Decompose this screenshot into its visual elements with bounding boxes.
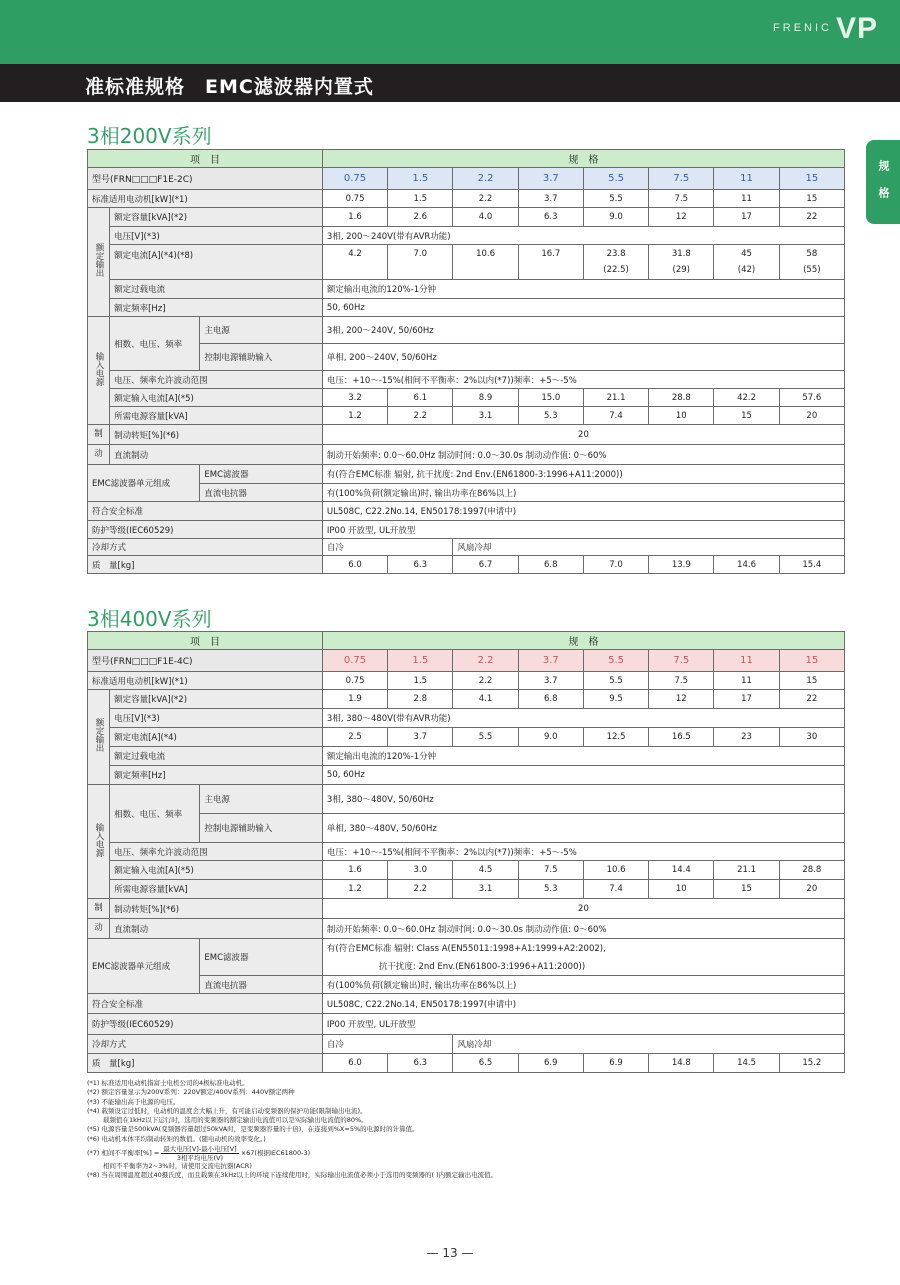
cell: 15 <box>779 672 844 690</box>
cap-label: 额定容量[kVA](*2) <box>110 690 323 709</box>
cell: 9.0 <box>583 208 648 227</box>
torque-value: 20 <box>322 425 844 445</box>
cell: 7.4 <box>583 407 648 425</box>
dc-brake-row <box>88 919 845 939</box>
group-label: 额定输出 <box>94 243 105 277</box>
cell: 12.5 <box>583 728 648 747</box>
cell: 6.3 <box>518 208 583 227</box>
freq-label: 额定频率[Hz] <box>110 299 323 317</box>
cell: 6.9 <box>518 1054 583 1073</box>
footnotes <box>87 1079 847 1181</box>
model-value: 11 <box>714 168 779 190</box>
phase-label: 相数、电压、频率 <box>110 785 200 843</box>
cell: 21.1 <box>583 389 648 407</box>
cell <box>714 245 779 280</box>
cell: 6.7 <box>453 556 518 574</box>
dc-value: 制动开始频率: 0.0～60.0Hz 制动时间: 0.0～30.0s 制动动作值: 0～60% <box>322 445 844 465</box>
model-value: 15 <box>779 650 844 672</box>
brand-frenic: FRENIC <box>773 22 832 34</box>
cell: 6.9 <box>583 1054 648 1073</box>
cell: 7.5 <box>518 861 583 880</box>
model-row <box>88 168 845 190</box>
cell: 21.1 <box>714 861 779 880</box>
series-200v-title: 3相200V系列 <box>87 124 212 148</box>
brake-char: 动 <box>88 919 110 939</box>
cell: 3.7 <box>388 728 453 747</box>
cur-value: 23.8 <box>606 249 626 259</box>
in-cur-label: 额定输入电流[A](*5) <box>110 861 323 880</box>
cell: 8.9 <box>453 389 518 407</box>
cell: 12 <box>649 690 714 709</box>
cell: 2.6 <box>388 208 453 227</box>
motor-label: 标准适用电动机[kW](*1) <box>88 190 323 208</box>
model-value: 3.7 <box>518 650 583 672</box>
cell: 15 <box>714 880 779 899</box>
src-label: 所需电源容量[kVA] <box>110 407 323 425</box>
cool-self: 自冷 <box>322 539 453 556</box>
tol-label: 电压、频率允许波动范围 <box>110 843 323 861</box>
tol-label: 电压、频率允许波动范围 <box>110 371 323 389</box>
cell: 15 <box>779 190 844 208</box>
cell: 2.2 <box>453 190 518 208</box>
cell: 42.2 <box>714 389 779 407</box>
safety-value: UL508C, C22.2No.14, EN50178:1997(申请中) <box>322 502 844 521</box>
cur-value: 7.0 <box>413 249 428 259</box>
safety-label: 符合安全标准 <box>88 502 323 521</box>
cool-label: 冷却方式 <box>88 539 323 556</box>
safety-row <box>88 994 845 1014</box>
cell <box>518 245 583 280</box>
ip-value: IP00 开放型, UL开放型 <box>322 521 844 539</box>
capacity-row <box>88 690 845 709</box>
torque-label: 制动转矩[%](*6) <box>110 425 323 445</box>
cell: 15.4 <box>779 556 844 574</box>
emc-value <box>322 939 844 976</box>
cell <box>583 245 648 280</box>
voltage-row <box>88 709 845 728</box>
footnote: (*3) 不能输出高于电源的电压。 <box>87 1097 180 1106</box>
motor-row <box>88 190 845 208</box>
input-current-row <box>88 389 845 407</box>
cell: 6.0 <box>322 556 387 574</box>
aux-label: 控制电源辅助输入 <box>200 344 322 371</box>
freq-label: 额定频率[Hz] <box>110 766 323 785</box>
cell: 3.7 <box>518 672 583 690</box>
mass-row <box>88 1054 845 1073</box>
dcr-label: 直流电抗器 <box>200 976 322 994</box>
overload-row <box>88 280 845 299</box>
cell: 10 <box>649 880 714 899</box>
cell: 1.2 <box>322 407 387 425</box>
footnote: 载频值在1kHz以下运行时，选用的变频器的额定输出电流值可以是实际输出电流值的80%。 <box>103 1116 368 1125</box>
cur-value: 4.2 <box>348 249 362 259</box>
cur-value: 45 <box>741 249 752 259</box>
dcr-row <box>88 976 845 994</box>
ip-label: 防护等级(IEC60529) <box>88 521 323 539</box>
cell: 3.1 <box>453 880 518 899</box>
src-label: 所需电源容量[kVA] <box>110 880 323 899</box>
aux-label: 控制电源辅助输入 <box>200 814 322 843</box>
ovl-value: 额定输出电流的120%-1分钟 <box>322 280 844 299</box>
cell: 7.4 <box>583 880 648 899</box>
volt-value: 3相, 200～240V(带有AVR功能) <box>322 227 844 245</box>
ovl-label: 额定过载电流 <box>110 747 323 766</box>
cell: 16.5 <box>649 728 714 747</box>
page-number: — 13 — <box>426 1246 474 1260</box>
cell: 5.5 <box>583 190 648 208</box>
tol-value: 电压：+10～-15%(相间不平衡率：2%以内(*7))频率：+5～-5% <box>322 371 844 389</box>
footnote: (*4) 载频设定过低时，电动机的温度会大幅上升，有可能启动变频器的保护功能(限制输出电流)。 <box>87 1106 367 1115</box>
dc-brake-row <box>88 445 845 465</box>
cell: 4.1 <box>453 690 518 709</box>
freq-row <box>88 299 845 317</box>
torque-value: 20 <box>322 899 844 919</box>
header-spec: 规 格 <box>322 632 844 650</box>
dcr-label: 直流电抗器 <box>200 484 322 502</box>
brake-char: 动 <box>88 445 110 465</box>
cell: 17 <box>714 208 779 227</box>
emc-line-2: 抗干扰度: 2nd Env.(EN61800-3:1996+A11:2000)) <box>378 962 586 972</box>
cell: 4.5 <box>453 861 518 880</box>
cell: 20 <box>779 880 844 899</box>
cell: 4.0 <box>453 208 518 227</box>
cell: 1.5 <box>388 672 453 690</box>
voltage-row <box>88 227 845 245</box>
top-banner <box>0 0 900 64</box>
brake-char: 制 <box>88 899 110 919</box>
safety-row <box>88 502 845 521</box>
cell: 15.2 <box>779 1054 844 1073</box>
model-value: 7.5 <box>649 650 714 672</box>
cell: 3.2 <box>322 389 387 407</box>
group-label: 额定输出 <box>94 718 105 752</box>
mass-label: 质 量[kg] <box>88 556 323 574</box>
torque-row <box>88 899 845 919</box>
freq-value: 50, 60Hz <box>322 766 844 785</box>
cur-label: 额定电流[A](*4)(*8) <box>110 245 323 280</box>
model-value: 2.2 <box>453 168 518 190</box>
cell: 15.0 <box>518 389 583 407</box>
cell <box>453 245 518 280</box>
header-row <box>88 150 845 168</box>
spec-table-200v <box>87 149 845 574</box>
safety-label: 符合安全标准 <box>88 994 323 1014</box>
formula-fraction <box>161 1145 238 1162</box>
emc-label: EMC滤波器 <box>200 939 322 976</box>
safety-value: UL508C, C22.2No.14, EN50178:1997(申请中) <box>322 994 844 1014</box>
aux-power-row <box>88 344 845 371</box>
volt-label: 电压[V](*3) <box>110 227 323 245</box>
cell: 15 <box>714 407 779 425</box>
cell: 6.8 <box>518 690 583 709</box>
cell: 9.0 <box>518 728 583 747</box>
formula-numerator: 最大电压[V]-最小电压[V] <box>163 1145 237 1154</box>
cool-label: 冷却方式 <box>88 1035 323 1054</box>
cell: 7.0 <box>583 556 648 574</box>
cell: 14.5 <box>714 1054 779 1073</box>
emc-line-1: 有(符合EMC标准 辐射: Class A(EN55011:1998+A1:1999+A2:2002), <box>326 944 606 954</box>
main-label: 主电源 <box>200 785 322 814</box>
source-capacity-row <box>88 407 845 425</box>
cell: 5.5 <box>583 672 648 690</box>
cell: 6.1 <box>388 389 453 407</box>
cell: 6.0 <box>322 1054 387 1073</box>
input-power-group <box>88 785 110 899</box>
overload-row <box>88 747 845 766</box>
emc-label: EMC滤波器 <box>200 465 322 484</box>
title-bar <box>0 64 900 102</box>
aux-power-row <box>88 814 845 843</box>
cell: 28.8 <box>779 861 844 880</box>
model-value: 11 <box>714 650 779 672</box>
cell: 3.7 <box>518 190 583 208</box>
cell: 1.2 <box>322 880 387 899</box>
model-value: 1.5 <box>388 650 453 672</box>
model-value: 1.5 <box>388 168 453 190</box>
header-item: 项 目 <box>88 632 323 650</box>
cap-label: 额定容量[kVA](*2) <box>110 208 323 227</box>
cell: 1.5 <box>388 190 453 208</box>
cell <box>388 245 453 280</box>
formula-row <box>87 1145 847 1162</box>
input-power-group <box>88 317 110 425</box>
cell: 20 <box>779 407 844 425</box>
cell: 5.5 <box>453 728 518 747</box>
series-400v-title: 3相400V系列 <box>87 607 212 631</box>
main-power-row <box>88 317 845 344</box>
main-value: 3相, 200～240V, 50/60Hz <box>322 317 844 344</box>
cell: 5.3 <box>518 407 583 425</box>
cool-fan: 风扇冷却 <box>453 1035 845 1054</box>
cell: 6.3 <box>388 1054 453 1073</box>
cell: 3.1 <box>453 407 518 425</box>
model-value: 3.7 <box>518 168 583 190</box>
dc-value: 制动开始频率: 0.0～60.0Hz 制动时间: 0.0～30.0s 制动动作值: 0～60% <box>322 919 844 939</box>
model-value: 0.75 <box>322 168 387 190</box>
side-tab-spec[interactable]: 规 格 <box>866 140 900 224</box>
cell: 22 <box>779 208 844 227</box>
cell: 14.8 <box>649 1054 714 1073</box>
cell: 10.6 <box>583 861 648 880</box>
emc-row <box>88 465 845 484</box>
emc-value: 有(符合EMC标准 辐射, 抗干扰度: 2nd Env.(EN61800-3:1996+A11:2000)) <box>322 465 844 484</box>
cur-value: 10.6 <box>476 249 495 259</box>
formula-denominator: 3相平均电压(V) <box>176 1154 224 1163</box>
cell: 2.2 <box>388 880 453 899</box>
cell: 11 <box>714 672 779 690</box>
cell: 12 <box>649 208 714 227</box>
cell: 14.6 <box>714 556 779 574</box>
dcr-value: 有(100%负荷(额定输出)时, 输出功率在86%以上) <box>322 976 844 994</box>
cell: 13.9 <box>649 556 714 574</box>
source-capacity-row <box>88 880 845 899</box>
model-value: 15 <box>779 168 844 190</box>
ovl-label: 额定过载电流 <box>110 280 323 299</box>
model-value: 0.75 <box>322 650 387 672</box>
cell: 0.75 <box>322 190 387 208</box>
dcr-value: 有(100%负荷(额定输出)时, 输出功率在86%以上) <box>322 484 844 502</box>
cool-fan: 风扇冷却 <box>453 539 845 556</box>
cell: 9.5 <box>583 690 648 709</box>
rated-output-group <box>88 690 110 785</box>
main-label: 主电源 <box>200 317 322 344</box>
group-label: 输入电源 <box>94 822 105 857</box>
dcr-row <box>88 484 845 502</box>
ip-value: IP00 开放型, UL开放型 <box>322 1014 844 1035</box>
cell: 6.3 <box>388 556 453 574</box>
cell: 17 <box>714 690 779 709</box>
model-value: 5.5 <box>583 168 648 190</box>
cell: 23 <box>714 728 779 747</box>
volt-value: 3相, 380～480V(带有AVR功能) <box>322 709 844 728</box>
footnote: (*2) 额定容量显示为200V系列：220V额定/400V系列：440V额定两种 <box>87 1088 295 1097</box>
footnote: (*1) 标准适用电动机指富士电机公司的4极标准电动机。 <box>87 1079 249 1087</box>
cell: 5.3 <box>518 880 583 899</box>
in-cur-label: 额定输入电流[A](*5) <box>110 389 323 407</box>
cool-self: 自冷 <box>322 1035 453 1054</box>
cell: 0.75 <box>322 672 387 690</box>
spec-table-400v <box>87 631 845 1073</box>
mass-label: 质 量[kg] <box>88 1054 323 1073</box>
cooling-row <box>88 1035 845 1054</box>
capacity-row <box>88 208 845 227</box>
cur-sub: (22.5) <box>603 265 629 275</box>
cooling-row <box>88 539 845 556</box>
model-label: 型号(FRN□□□F1E-4C) <box>88 650 323 672</box>
cell <box>322 245 387 280</box>
cur-sub: (29) <box>672 265 690 275</box>
input-current-row <box>88 861 845 880</box>
cell <box>649 245 714 280</box>
dc-label: 直流制动 <box>110 919 323 939</box>
dc-label: 直流制动 <box>110 445 323 465</box>
rated-output-group <box>88 208 110 317</box>
tol-value: 电压：+10～-15%(相间不平衡率：2%以内(*7))频率：+5～-5% <box>322 843 844 861</box>
tolerance-row <box>88 371 845 389</box>
mass-row <box>88 556 845 574</box>
cell <box>779 245 844 280</box>
current-row <box>88 245 845 280</box>
footnote: (*6) 电动机本体平均制动转矩的数值。(随电动机的效率变化。) <box>87 1134 266 1143</box>
page-title: 准标准规格 EMC滤波器内置式 <box>85 76 374 98</box>
cell: 30 <box>779 728 844 747</box>
cell: 7.5 <box>649 190 714 208</box>
torque-row <box>88 425 845 445</box>
model-row <box>88 650 845 672</box>
emc-group-label: EMC滤波器单元组成 <box>88 939 200 994</box>
cell: 57.6 <box>779 389 844 407</box>
cell: 1.9 <box>322 690 387 709</box>
cell: 11 <box>714 190 779 208</box>
motor-row <box>88 672 845 690</box>
group-label: 输入电源 <box>94 351 105 386</box>
ip-row <box>88 521 845 539</box>
aux-value: 单相, 200～240V, 50/60Hz <box>322 344 844 371</box>
tolerance-row <box>88 843 845 861</box>
cell: 2.5 <box>322 728 387 747</box>
cell: 2.2 <box>453 672 518 690</box>
cell: 1.6 <box>322 208 387 227</box>
main-power-row <box>88 785 845 814</box>
aux-value: 单相, 380～480V, 50/60Hz <box>322 814 844 843</box>
main-value: 3相, 380～480V, 50/60Hz <box>322 785 844 814</box>
formula-label: (*7) 相间不平衡率[%] = <box>87 1148 160 1157</box>
cell: 28.8 <box>649 389 714 407</box>
model-label: 型号(FRN□□□F1E-2C) <box>88 168 323 190</box>
header-item: 项 目 <box>88 150 323 168</box>
cell: 14.4 <box>649 861 714 880</box>
formula-multiplier: ×67(根据IEC61800-3) <box>240 1148 311 1157</box>
freq-row <box>88 766 845 785</box>
brake-char: 制 <box>88 425 110 445</box>
cell: 22 <box>779 690 844 709</box>
model-value: 5.5 <box>583 650 648 672</box>
cell: 2.2 <box>388 407 453 425</box>
volt-label: 电压[V](*3) <box>110 709 323 728</box>
cell: 1.6 <box>322 861 387 880</box>
cell: 6.5 <box>453 1054 518 1073</box>
ovl-value: 额定输出电流的120%-1分钟 <box>322 747 844 766</box>
cur-sub: (55) <box>803 265 821 275</box>
ip-label: 防护等级(IEC60529) <box>88 1014 323 1035</box>
phase-label: 相数、电压、频率 <box>110 317 200 371</box>
cell: 10 <box>649 407 714 425</box>
cur-value: 16.7 <box>541 249 561 259</box>
model-value: 2.2 <box>453 650 518 672</box>
torque-label: 制动转矩[%](*6) <box>110 899 323 919</box>
footnote: (*5) 电源容量是500kVA(变频器容量超过50kVA时，是变频器容量的十倍)，在连接到%X=5%的电源时的计算值。 <box>87 1125 419 1134</box>
emc-group-label: EMC滤波器单元组成 <box>88 465 200 502</box>
current-row <box>88 728 845 747</box>
emc-row <box>88 939 845 976</box>
header-row <box>88 632 845 650</box>
cur-sub: (42) <box>737 265 756 275</box>
header-spec: 规 格 <box>322 150 844 168</box>
cell: 2.8 <box>388 690 453 709</box>
cell: 7.5 <box>649 672 714 690</box>
freq-value: 50, 60Hz <box>322 299 844 317</box>
brand-vp-logo: VP <box>835 12 878 45</box>
footnote: 相间不平衡率为2~3%时，请使用交流电抗器(ACR) <box>103 1162 252 1171</box>
footnote: (*8) 当在周围温度超过40摄氏度，而且载频在3kHz以上的环境下连续使用时，实际输出电流值必须小于选用的变频器的( )内额定输出电流值。 <box>87 1171 498 1180</box>
cur-value: 58 <box>806 249 818 259</box>
cur-label: 额定电流[A](*4) <box>110 728 323 747</box>
motor-label: 标准适用电动机[kW](*1) <box>88 672 323 690</box>
model-value: 7.5 <box>649 168 714 190</box>
ip-row <box>88 1014 845 1035</box>
cur-value: 31.8 <box>671 249 691 259</box>
cell: 3.0 <box>388 861 453 880</box>
cell: 6.8 <box>518 556 583 574</box>
